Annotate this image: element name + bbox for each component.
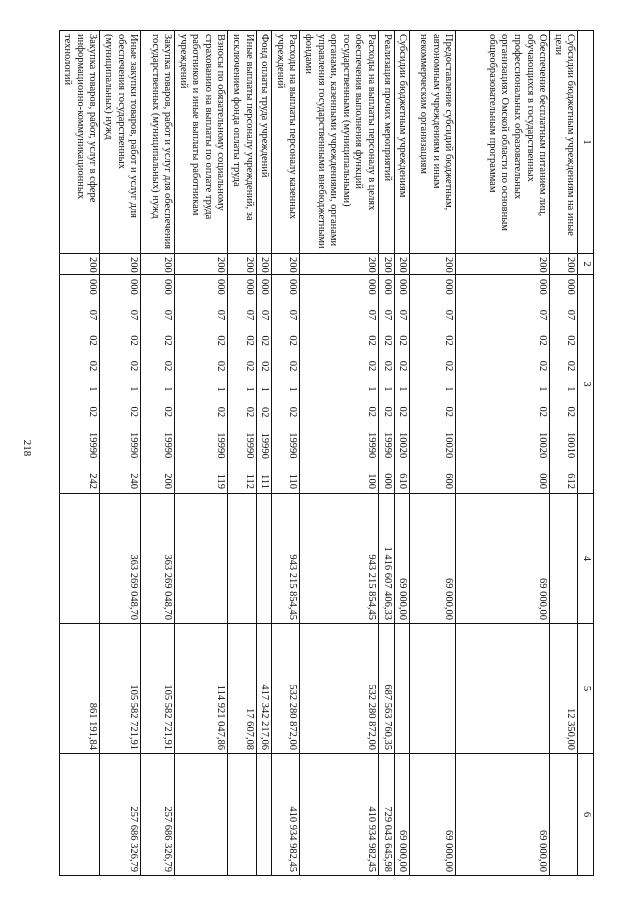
kbk-segment: 000 (537, 473, 549, 489)
table-row (394, 31, 410, 876)
table-row (175, 31, 228, 876)
kbk-segment: 02 (397, 360, 409, 372)
kbk-segments (395, 275, 410, 493)
kbk-segment: 02 (287, 360, 299, 372)
table-row (379, 31, 395, 876)
row-name: Предоставление субсидий бюджетным, автономным учреждениям и иным некоммерческим организациям (410, 31, 456, 254)
kbk-segment: 19990 (287, 432, 299, 459)
row-amount-c5: 687 563 760,35 (379, 624, 395, 754)
row-amount-c4: 69 000,00 (394, 494, 410, 624)
row-name: Реализация прочих мероприятий (379, 31, 395, 254)
kbk-segment: 02 (537, 360, 549, 372)
rotated-table-container (62, 30, 594, 875)
row-code: 200 (59, 254, 100, 275)
kbk-segment: 02 (537, 335, 549, 346)
kbk-segment: 07 (537, 309, 549, 321)
header-col-2: 2 (578, 254, 594, 275)
kbk-segment: 119 (215, 473, 227, 489)
table-row (550, 31, 578, 876)
table-row (228, 31, 256, 876)
kbk-segments (241, 275, 256, 493)
row-name: Обеспечение бесплатным питанием лиц, обучающихся в государственных профессиональных образовательных организациях Омской области по основным общеобразовательным программам (456, 31, 550, 254)
kbk-segment: 600 (443, 473, 455, 489)
kbk-segment: 02 (366, 406, 378, 417)
table-row (141, 31, 175, 876)
row-code: 200 (100, 254, 141, 275)
kbk-segment: 02 (443, 360, 455, 372)
header-col-1: 1 (578, 31, 594, 254)
kbk-segment: 19990 (87, 432, 99, 459)
row-amount-c4 (59, 494, 100, 624)
row-amount-c5 (410, 624, 456, 754)
row-amount-c4: 69 000,00 (456, 494, 550, 624)
kbk-segment: 07 (366, 309, 378, 321)
row-amount-c6 (228, 754, 256, 876)
kbk-segment: 1 (537, 386, 549, 392)
row-amount-c6 (59, 754, 100, 876)
kbk-segment: 02 (162, 406, 174, 417)
row-kbk (394, 275, 410, 494)
header-col-5: 5 (578, 624, 594, 754)
row-amount-c6: 257 686 326,79 (141, 754, 175, 876)
row-amount-c5: 12 350,00 (550, 624, 578, 754)
row-amount-c6: 69 000,00 (456, 754, 550, 876)
kbk-segment: 19990 (259, 432, 271, 459)
row-amount-c5: 861 191,84 (59, 624, 100, 754)
header-col-3: 3 (578, 275, 594, 494)
row-name: Взносы по обязательному социальному страхованию на выплаты по оплате труда работников и иные выплаты работникам учреждений (175, 31, 228, 254)
kbk-segment: 200 (162, 473, 174, 489)
table-body (59, 31, 578, 876)
kbk-segment: 112 (243, 473, 255, 489)
kbk-segment: 111 (259, 474, 271, 489)
kbk-segment: 02 (259, 335, 271, 346)
kbk-segment: 612 (565, 473, 577, 489)
kbk-segment: 1 (287, 386, 299, 392)
kbk-segment: 10020 (443, 432, 455, 459)
kbk-segment: 000 (162, 279, 174, 295)
row-kbk (256, 275, 272, 494)
kbk-segment: 07 (162, 309, 174, 321)
table-row (456, 31, 550, 876)
row-amount-c6: 69 000,00 (410, 754, 456, 876)
kbk-segment: 000 (243, 279, 255, 295)
kbk-segment: 19990 (128, 432, 140, 459)
kbk-segment: 02 (259, 407, 271, 418)
kbk-segment: 07 (565, 309, 577, 321)
row-code: 200 (272, 254, 300, 275)
kbk-segment: 02 (565, 335, 577, 346)
kbk-segment: 02 (128, 360, 140, 372)
kbk-segment: 02 (381, 360, 393, 372)
row-code: 200 (256, 254, 272, 275)
kbk-segment: 100 (366, 473, 378, 489)
row-name: Расходы на выплаты персоналу в целях обеспечения выполнения функций государственными (муниципальными) органами, казенными учреждениями, органами управления государственными внебюджетными фондами (300, 31, 379, 254)
row-name: Закупка товаров, работ, услуг в сфере информационно-коммуникационных технологий (59, 31, 100, 254)
kbk-segment: 02 (243, 406, 255, 418)
kbk-segment: 10010 (565, 432, 577, 459)
kbk-segment: 02 (215, 360, 227, 372)
table-row (256, 31, 272, 876)
row-code: 200 (141, 254, 175, 275)
kbk-segment: 1 (87, 386, 99, 392)
row-amount-c6 (550, 754, 578, 876)
row-amount-c6: 729 043 645,98 (379, 754, 395, 876)
row-amount-c5: 417 342 217,06 (256, 624, 272, 754)
kbk-segment: 02 (162, 360, 174, 372)
kbk-segment: 1 (565, 386, 577, 392)
row-amount-c5: 105 582 721,91 (141, 624, 175, 754)
kbk-segment: 000 (565, 279, 577, 295)
row-amount-c5: 532 280 872,00 (272, 624, 300, 754)
row-code: 200 (410, 254, 456, 275)
kbk-segments (213, 275, 228, 493)
row-kbk (100, 275, 141, 494)
row-amount-c4: 69 000,00 (410, 494, 456, 624)
page-number: 218 (21, 439, 33, 457)
row-code: 200 (228, 254, 256, 275)
row-kbk (456, 275, 550, 494)
kbk-segment: 02 (366, 360, 378, 372)
kbk-segment: 19990 (162, 432, 174, 459)
kbk-segment: 19990 (215, 432, 227, 459)
row-name: Субсидии бюджетным учреждениям на иные цели (550, 31, 578, 254)
kbk-segment: 07 (128, 309, 140, 321)
kbk-segment: 02 (243, 360, 255, 372)
kbk-segment: 02 (381, 335, 393, 346)
row-kbk (141, 275, 175, 494)
kbk-segment: 242 (87, 473, 99, 489)
kbk-segment: 1 (443, 386, 455, 392)
kbk-segment: 02 (215, 335, 227, 346)
row-amount-c4 (256, 494, 272, 624)
header-col-6: 6 (578, 754, 594, 876)
row-code: 200 (394, 254, 410, 275)
table-row (100, 31, 141, 876)
row-amount-c4: 363 269 048,70 (141, 494, 175, 624)
table-row (300, 31, 379, 876)
row-amount-c5 (456, 624, 550, 754)
kbk-segment: 02 (215, 406, 227, 418)
row-name: Иные закупки товаров, работ и услуг для обеспечения государственных (муниципальных) нужд (100, 31, 141, 254)
row-name: Иные выплаты персоналу учреждений, за исключением фонда оплаты труда (228, 31, 256, 254)
row-name: Субсидии бюджетным учреждениям (394, 31, 410, 254)
row-amount-c4: 363 269 048,70 (100, 494, 141, 624)
kbk-segment: 02 (87, 406, 99, 417)
row-code: 200 (300, 254, 379, 275)
budget-table (59, 30, 594, 876)
kbk-segment: 02 (287, 335, 299, 346)
row-kbk (300, 275, 379, 494)
kbk-segment: 07 (397, 309, 409, 321)
kbk-segment: 02 (243, 335, 255, 346)
kbk-segment: 1 (366, 386, 378, 392)
row-amount-c4: 1 416 607 406,33 (379, 494, 395, 624)
row-name: Закупка товаров, работ и услуг для обеспечения государственных (муниципальных) нужд (141, 31, 175, 254)
kbk-segments (126, 275, 141, 493)
kbk-segment: 02 (128, 406, 140, 417)
kbk-segment: 02 (87, 360, 99, 372)
header-row (578, 31, 594, 876)
kbk-segment: 19990 (243, 432, 255, 459)
kbk-segment: 000 (397, 279, 409, 295)
kbk-segment: 02 (397, 335, 409, 346)
kbk-segment: 02 (366, 335, 378, 346)
row-amount-c6 (175, 754, 228, 876)
table-row (410, 31, 456, 876)
kbk-segment: 000 (537, 279, 549, 295)
kbk-segment: 07 (87, 309, 99, 321)
row-amount-c6: 410 934 982,45 (300, 754, 379, 876)
kbk-segment: 10020 (397, 432, 409, 459)
row-amount-c4 (550, 494, 578, 624)
row-kbk (550, 275, 578, 494)
kbk-segment: 07 (215, 309, 227, 321)
kbk-segment: 02 (381, 406, 393, 417)
kbk-segment: 000 (366, 279, 378, 295)
kbk-segment: 240 (128, 473, 140, 489)
header-col-4: 4 (578, 494, 594, 624)
row-code: 200 (175, 254, 228, 275)
kbk-segment: 07 (287, 309, 299, 321)
kbk-segment: 02 (397, 406, 409, 417)
kbk-segments (160, 275, 175, 493)
row-kbk (59, 275, 100, 494)
kbk-segment: 610 (397, 473, 409, 489)
row-amount-c4 (175, 494, 228, 624)
kbk-segment: 02 (537, 406, 549, 417)
kbk-segment: 02 (565, 406, 577, 417)
row-kbk (272, 275, 300, 494)
kbk-segment: 02 (443, 335, 455, 346)
kbk-segment: 1 (259, 386, 271, 392)
kbk-segments (563, 275, 578, 493)
kbk-segments (257, 275, 272, 493)
kbk-segment: 1 (162, 386, 174, 392)
row-kbk (228, 275, 256, 494)
kbk-segment: 02 (128, 335, 140, 346)
kbk-segment: 07 (443, 309, 455, 321)
kbk-segment: 1 (381, 386, 393, 392)
kbk-segment: 1 (243, 386, 255, 392)
table-row (59, 31, 100, 876)
kbk-segment: 000 (87, 279, 99, 295)
table-row (272, 31, 300, 876)
kbk-segment: 07 (381, 309, 393, 321)
row-kbk (379, 275, 395, 494)
kbk-segment: 02 (259, 361, 271, 372)
row-code: 200 (456, 254, 550, 275)
row-amount-c4: 943 215 854,45 (272, 494, 300, 624)
kbk-segment: 1 (215, 386, 227, 392)
row-code: 200 (550, 254, 578, 275)
kbk-segment: 19990 (381, 432, 393, 459)
kbk-segment: 02 (565, 360, 577, 372)
row-amount-c5: 532 280 872,00 (300, 624, 379, 754)
kbk-segments (363, 275, 378, 493)
kbk-segments (85, 275, 100, 493)
kbk-segments (379, 275, 394, 493)
kbk-segment: 000 (128, 279, 140, 295)
kbk-segment: 000 (381, 279, 393, 295)
row-amount-c6: 257 686 326,79 (100, 754, 141, 876)
row-amount-c4 (228, 494, 256, 624)
kbk-segments (441, 275, 456, 493)
kbk-segment: 19990 (366, 432, 378, 459)
row-code: 200 (379, 254, 395, 275)
kbk-segment: 1 (397, 386, 409, 392)
kbk-segments (285, 275, 300, 493)
kbk-segment: 000 (215, 279, 227, 295)
kbk-segment: 02 (162, 335, 174, 346)
row-amount-c5: 105 582 721,91 (100, 624, 141, 754)
kbk-segment: 000 (259, 279, 271, 295)
row-amount-c6 (256, 754, 272, 876)
row-name: Расходы на выплаты персоналу казенных учреждений (272, 31, 300, 254)
kbk-segment: 000 (287, 279, 299, 295)
kbk-segments (535, 275, 550, 493)
kbk-segment: 07 (243, 309, 255, 321)
row-amount-c5: 17 607,08 (228, 624, 256, 754)
row-kbk (175, 275, 228, 494)
row-name: Фонд оплаты труда учреждений (256, 31, 272, 254)
kbk-segment: 10020 (537, 432, 549, 459)
kbk-segment: 02 (87, 335, 99, 346)
kbk-segment: 000 (381, 473, 393, 489)
row-amount-c6: 69 000,00 (394, 754, 410, 876)
kbk-segment: 02 (287, 406, 299, 418)
row-kbk (410, 275, 456, 494)
row-amount-c5 (394, 624, 410, 754)
row-amount-c6: 410 934 982,45 (272, 754, 300, 876)
row-amount-c4: 943 215 854,45 (300, 494, 379, 624)
kbk-segment: 1 (128, 386, 140, 392)
kbk-segment: 02 (443, 406, 455, 417)
kbk-segment: 000 (443, 279, 455, 295)
row-amount-c5: 114 921 047,86 (175, 624, 228, 754)
kbk-segment: 110 (287, 473, 299, 489)
kbk-segment: 07 (259, 309, 271, 321)
